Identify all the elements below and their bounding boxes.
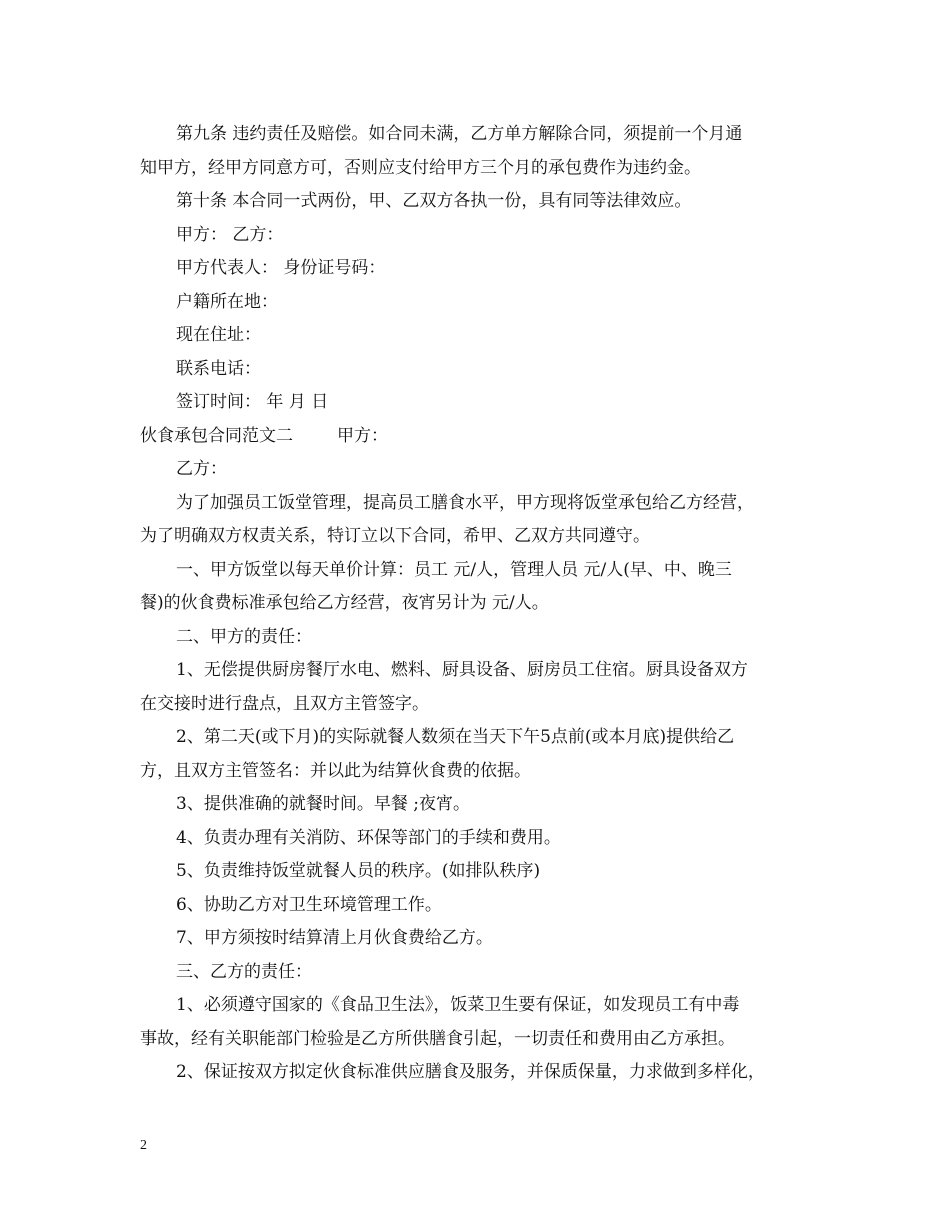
paragraph-line: 为了明确双方权责关系，特订立以下合同，希甲、乙双方共同遵守。: [140, 526, 650, 546]
paragraph-line: 1、必须遵守国家的《食品卫生法》，饭菜卫生要有保证，如发现员工有中毒: [176, 995, 740, 1015]
paragraph-line: 方，且双方主管签名：并以此为结算伙食费的依据。: [140, 760, 531, 781]
section-heading: 二、甲方的责任：: [176, 626, 312, 647]
signature-line: 联系电话：: [176, 358, 261, 379]
paragraph-line: 7、甲方须按时结算清上月伙食费给乙方。: [176, 928, 493, 948]
document-body: [140, 118, 820, 1090]
paragraph-line: 知甲方，经甲方同意方可，否则应支付给甲方三个月的承包费作为违约金。: [140, 157, 701, 178]
paragraph-line: 2、保证按双方拟定伙食标准供应膳食及服务，并保质保量，力求做到多样化，: [176, 1062, 765, 1082]
paragraph-line: 5、负责维持饭堂就餐人员的秩序。(如排队秩序): [176, 861, 541, 881]
paragraph-line: 为了加强员工饭堂管理，提高员工膳食水平，甲方现将饭堂承包给乙方经营，: [176, 492, 754, 513]
signature-line: 签订时间： 年 月 日: [176, 392, 329, 412]
party-a-label: 甲方：: [337, 425, 388, 446]
paragraph-line: 1、无偿提供厨房餐厅水电、燃料、厨具设备、厨房员工住宿。厨具设备双方: [176, 660, 748, 680]
signature-line: 户籍所在地：: [176, 291, 278, 312]
paragraph-line: 2、第二天(或下月)的实际就餐人数须在当天下午5点前(或本月底)提供给乙: [176, 727, 735, 747]
paragraph-line: 餐)的伙食费标准承包给乙方经营，夜宵另计为 元/人。: [140, 593, 549, 613]
paragraph-line: 6、协助乙方对卫生环境管理工作。: [176, 894, 442, 915]
party-b-label: 乙方：: [176, 459, 227, 479]
paragraph-line: 3、提供准确的就餐时间。早餐 ;夜宵。: [176, 794, 470, 814]
paragraph-line: 事故，经有关职能部门检验是乙方所供膳食引起，一切责任和费用由乙方承担。: [140, 1028, 735, 1049]
paragraph-line: 4、负责办理有关消防、环保等部门的手续和费用。: [176, 827, 561, 848]
paragraph-line: 第九条 违约责任及赔偿。如合同未满，乙方单方解除合同，须提前一个月通: [176, 124, 743, 144]
signature-line: 甲方： 乙方：: [176, 224, 284, 245]
paragraph-line: 一、甲方饭堂以每天单价计算：员工 元/人，管理人员 元/人(早、中、晚三: [176, 559, 732, 580]
paragraph-line: 第十条 本合同一式两份，甲、乙双方各执一份，具有同等法律效应。: [176, 191, 692, 211]
signature-line: 甲方代表人： 身份证号码：: [176, 258, 386, 278]
section-title-line: [140, 420, 820, 454]
section-heading: 三、乙方的责任：: [176, 961, 312, 982]
paragraph-line: 在交接时进行盘点，且双方主管签字。: [140, 693, 429, 714]
signature-line: 现在住址：: [176, 325, 261, 345]
page-number: 2: [140, 1138, 147, 1153]
section-title: 伙食承包合同范文二: [140, 425, 293, 446]
